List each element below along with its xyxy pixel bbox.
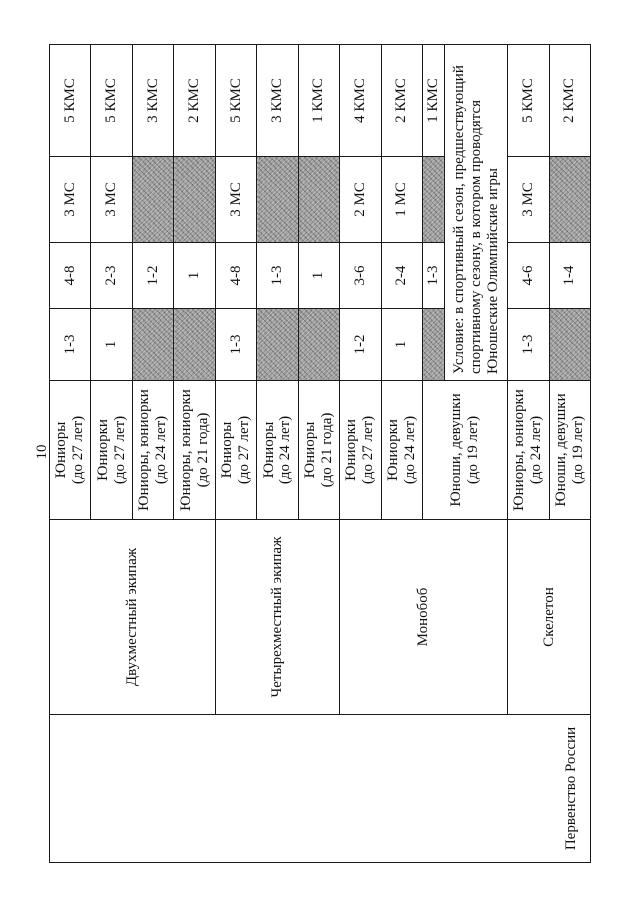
hatched-cell	[132, 157, 173, 243]
discipline-name: Двухместный экипаж	[50, 520, 216, 715]
rotated-page	[49, 45, 591, 863]
age-limit: (до 27 лет)	[70, 415, 87, 485]
age-limit: (до 19 лет)	[569, 415, 586, 485]
age-group-cell	[422, 381, 507, 520]
hatched-cell	[257, 157, 298, 243]
col3-cell: 2 МС	[340, 157, 381, 243]
col4-cell: 3 КМС	[257, 45, 298, 157]
col2-cell: 1	[174, 243, 215, 309]
condition-note: Условие: в спортивный сезон, предшествующий спортивному сезону, в котором проводятся Юношеские Олимпийские игры	[445, 45, 508, 381]
col2-cell: 2-3	[91, 243, 132, 309]
age-group: Юноши, девушки	[448, 393, 465, 507]
age-group-cell	[215, 381, 256, 520]
age-group: Юниоры	[219, 421, 236, 479]
col2-cell: 1	[298, 243, 339, 309]
age-limit: (до 19 лет)	[465, 415, 481, 485]
age-group: Юниоры, юниорки	[177, 389, 194, 511]
hatched-cell	[422, 309, 444, 381]
col2-cell: 1-2	[132, 243, 173, 309]
age-group: Юниорки	[94, 419, 111, 481]
page-number: 10	[34, 444, 50, 460]
col1-cell: 1	[91, 309, 132, 381]
table-row	[50, 45, 91, 863]
col2-cell: 3-6	[340, 243, 381, 309]
age-group-cell	[549, 381, 591, 520]
col1-cell: 1-3	[215, 309, 256, 381]
col4-cell: 5 КМС	[215, 45, 256, 157]
discipline-name: Четырехместный экипаж	[215, 520, 339, 715]
age-group-cell	[50, 381, 91, 520]
col4-cell: 5 КМС	[508, 45, 549, 157]
age-group: Юниорки	[343, 419, 360, 481]
col1-cell: 1-2	[340, 309, 381, 381]
age-group: Юноши, девушки	[552, 393, 569, 507]
age-limit: (до 27 лет)	[235, 415, 252, 485]
competition-name: Первенство России	[50, 715, 591, 863]
age-limit: (до 21 года)	[194, 412, 211, 488]
col4-cell: 2 КМС	[381, 45, 422, 157]
col4-cell: 1 КМС	[298, 45, 339, 157]
hatched-cell	[549, 309, 591, 381]
age-group-cell	[508, 381, 549, 520]
hatched-cell	[422, 157, 444, 243]
age-limit: (до 27 лет)	[360, 415, 377, 485]
col3-cell: 3 МС	[91, 157, 132, 243]
col2-cell: 4-6	[508, 243, 549, 309]
age-limit: (до 24 лет)	[277, 415, 294, 485]
col1-cell: 1-3	[50, 309, 91, 381]
hatched-cell	[298, 309, 339, 381]
col3-cell: 3 МС	[50, 157, 91, 243]
hatched-cell	[549, 157, 591, 243]
age-group: Юниоры	[302, 421, 319, 479]
col3-cell: 3 МС	[215, 157, 256, 243]
age-group-cell	[91, 381, 132, 520]
age-group: Юниоры, юниорки	[511, 389, 528, 511]
age-limit: (до 21 года)	[318, 412, 335, 488]
col3-cell: 3 МС	[508, 157, 549, 243]
hatched-cell	[298, 157, 339, 243]
col4-cell: 4 КМС	[340, 45, 381, 157]
col3-cell: 1 МС	[381, 157, 422, 243]
discipline-name: Скелетон	[508, 520, 591, 715]
col2-cell: 4-8	[215, 243, 256, 309]
age-limit: (до 27 лет)	[111, 415, 128, 485]
col4-cell: 2 КМС	[549, 45, 591, 157]
age-group-cell	[340, 381, 381, 520]
age-group-cell	[298, 381, 339, 520]
age-group-cell	[174, 381, 215, 520]
hatched-cell	[174, 309, 215, 381]
col4-cell: 2 КМС	[174, 45, 215, 157]
col2-cell: 1-3	[257, 243, 298, 309]
col2-cell: 4-8	[50, 243, 91, 309]
age-group: Юниорки	[384, 419, 401, 481]
col4-cell: 5 КМС	[91, 45, 132, 157]
age-limit: (до 24 лет)	[528, 415, 545, 485]
age-group-cell	[381, 381, 422, 520]
age-group-cell	[132, 381, 173, 520]
age-limit: (до 24 лет)	[401, 415, 418, 485]
col4-cell: 1 КМС	[422, 45, 444, 157]
col1-cell: 1	[381, 309, 422, 381]
hatched-cell	[257, 309, 298, 381]
hatched-cell	[174, 157, 215, 243]
hatched-cell	[132, 309, 173, 381]
age-group-cell	[257, 381, 298, 520]
age-group: Юниоры, юниорки	[136, 389, 153, 511]
col2-cell: 2-4	[381, 243, 422, 309]
discipline-name: Монобоб	[340, 520, 508, 715]
sport-ranks-table	[49, 44, 591, 863]
age-group: Юниоры	[260, 421, 277, 479]
col2-cell: 1-4	[549, 243, 591, 309]
col1-cell: 1-3	[508, 309, 549, 381]
col2-cell: 1-3	[422, 243, 444, 309]
col4-cell: 5 КМС	[50, 45, 91, 157]
age-limit: (до 24 лет)	[153, 415, 170, 485]
col4-cell: 3 КМС	[132, 45, 173, 157]
age-group: Юниоры	[53, 421, 70, 479]
